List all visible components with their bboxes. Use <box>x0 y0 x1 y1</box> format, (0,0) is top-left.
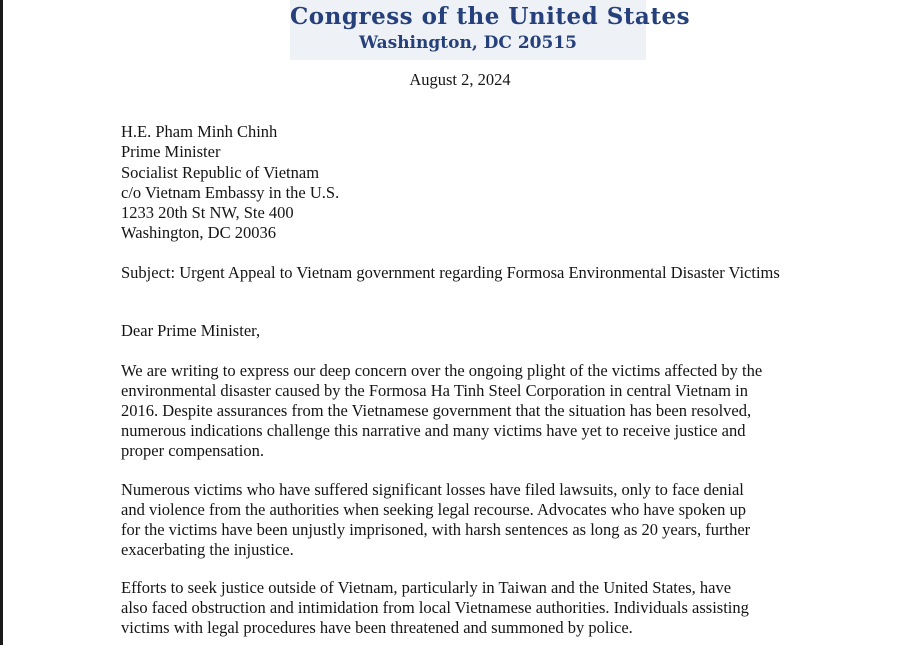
paragraph-line: We are writing to express our deep concern over the ongoing plight of the victims affected by the <box>121 361 763 380</box>
letterhead-subtitle: Washington, DC 20515 <box>359 33 577 53</box>
paragraph-line: exacerbating the injustice. <box>121 540 294 559</box>
recipient-street: 1233 20th St NW, Ste 400 <box>121 203 294 223</box>
paragraph-line: for the victims have been unjustly imprisoned, with harsh sentences as long as 20 years, further <box>121 520 751 539</box>
paragraph-line: 2016. Despite assurances from the Vietnamese government that the situation has been resolved, <box>121 401 752 420</box>
paragraph-line: also faced obstruction and intimidation from local Vietnamese authorities. Individuals assisting <box>121 598 749 617</box>
subject-line: Subject: Urgent Appeal to Vietnam government regarding Formosa Environmental Disaster Victims <box>121 263 780 282</box>
recipient-title: Prime Minister <box>121 142 221 162</box>
letter-date: August 2, 2024 <box>409 70 511 89</box>
letterhead <box>290 0 691 60</box>
body-paragraph-3 <box>121 578 811 638</box>
recipient-address <box>121 122 339 244</box>
paragraph-line: environmental disaster caused by the Formosa Ha Tinh Steel Corporation in central Vietnam in <box>121 381 748 400</box>
body-paragraph-1 <box>121 361 811 461</box>
recipient-care-of: c/o Vietnam Embassy in the U.S. <box>121 182 340 202</box>
page-left-edge <box>0 0 3 645</box>
paragraph-line: proper compensation. <box>121 441 264 460</box>
paragraph-line: and violence from the authorities when seeking legal recourse. Advocates who have spoken up <box>121 500 746 519</box>
recipient-country: Socialist Republic of Vietnam <box>121 162 320 182</box>
paragraph-line: Efforts to seek justice outside of Vietnam, particularly in Taiwan and the United States, have <box>121 578 732 597</box>
paragraph-line: Numerous victims who have suffered significant losses have filed lawsuits, only to face denial <box>121 480 744 499</box>
paragraph-line: victims with legal procedures have been threatened and summoned by police. <box>121 618 633 637</box>
salutation: Dear Prime Minister, <box>121 321 261 340</box>
paragraph-line: numerous indications challenge this narrative and many victims have yet to receive justice and <box>121 421 746 440</box>
recipient-city: Washington, DC 20036 <box>121 223 276 243</box>
body-paragraph-2 <box>121 480 811 560</box>
letterhead-title: Congress of the United States <box>290 3 691 30</box>
recipient-name: H.E. Pham Minh Chinh <box>121 122 278 141</box>
